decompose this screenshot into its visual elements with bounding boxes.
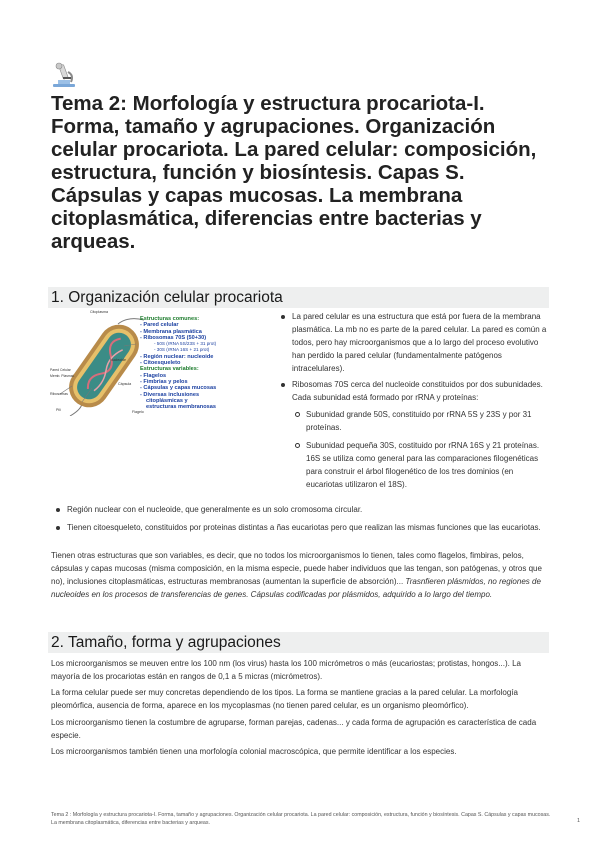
list-subitem: Subunidad grande 50S, constituido por rRNA 5S y 23S y por 31 proteínas.: [306, 408, 550, 434]
paragraph-text: Tienen otras estructuras que son variables, es decir, que no todos los microorganismos lo tienen, tales como flagelos, fimbiras, pelos, cápsulas y capas mucosas (misma composición, en la misma especie, puede haber individuos que las tengan, son patógenas, y otros que no), inclusiones citoplasmáticas, estructuras membranosas (aumentan la superficie de absorción)...: [51, 551, 542, 586]
figure-item: - Ribosomas 70S (50+30): [140, 334, 207, 341]
list-item-text: Ribosomas 70S cerca del nucleoide constituidos por dos subunidades. Cada subunidad está formado por rRNA y proteínas:: [292, 380, 543, 402]
variable-structures-paragraph: [51, 549, 549, 601]
prokaryote-cell-figure: [50, 310, 267, 416]
paragraph: Los microorganismos se meuven entre los 100 nm (los virus) hasta los 100 micrómetros o más (eucariostas; protistas, hongos...). La mayoría de los procariotas están en rangos de 0,1 a 5 micras (micrómetros).: [51, 659, 521, 681]
ribosome-notes: [292, 310, 550, 496]
list-item: Región nuclear con el nucleoide, que generalmente es un solo cromosoma circular.: [67, 503, 547, 516]
list-item: Tienen citoesqueleto, constituidos por proteinas distintas a ñas eucariotas pero que realizan las mismas funciones que las eucariotas.: [67, 521, 547, 534]
paragraph: Los microorganismos también tienen una morfología colonial macroscópica, que permite identificar a los especies.: [51, 747, 457, 756]
figure-item: - Cápsulas y capas mucosas: [140, 385, 217, 392]
figure-item: citoplásmicas y: [146, 397, 188, 404]
figure-label: Citoplasma: [90, 310, 108, 314]
list-item: [292, 378, 550, 491]
section-heading-organizacion: 1. Organización celular procariota: [48, 287, 549, 308]
microscope-icon: [49, 60, 79, 90]
figure-label: Nucleoide: [110, 358, 126, 362]
figure-item: estructuras membranosas: [146, 404, 216, 411]
figure-subitem: - 50S (rRNA 5S/23S + 31 prot): [154, 341, 217, 347]
structure-bullets: [67, 503, 547, 539]
figure-label: Cápsula: [118, 382, 132, 386]
figure-head-common: Estructuras comunes:: [140, 316, 200, 322]
figure-head-variable: Estructuras variables:: [140, 366, 199, 373]
figure-item: - Fimbrias y pelos: [140, 378, 188, 385]
section-heading-tamano: 2. Tamaño, forma y agrupaciones: [48, 632, 549, 653]
figure-item: - Diversas inclusiones: [140, 391, 200, 398]
bacterium-illustration: [52, 316, 152, 416]
figure-item: - Región nuclear: nucleoide: [140, 353, 214, 360]
figure-item: - Citoesqueleto: [140, 360, 181, 367]
figure-label: Pared Celular: [50, 368, 71, 372]
list-item: La pared celular es una estructura que está por fuera de la membrana plasmática. La mb no es parte de la pared celular. La pared es común a todos, pero hay microorganismos que a lo largo del proceso evolutivo han perdido la pared celular (fundamentalmente patógenos intracelulares).: [292, 310, 550, 375]
page-title: Tema 2: Morfología y estructura procariota-I. Forma, tamaño y agrupaciones. Organización celular procariota. La pared celular: composición, estructura, función y biosíntesis. Capas S. Cápsulas y capas mucosas. La membrana citoplasmática, diferencias entre bacterias y arqueas.: [51, 92, 537, 253]
figure-item: - Flagelos: [140, 372, 167, 379]
figure-label: Memb. Plasmat.: [50, 374, 75, 378]
figure-label: Pili: [56, 408, 61, 412]
list-subitem: Subunidad pequeña 30S, costituido por rRNA 16S y 21 proteínas. 16S se utiliza como general para las comparaciones filogenéticas para construir el árbol filogenético de los tres dominios (en eucariotas utilizaron el 18S).: [306, 439, 550, 491]
figure-legend: [140, 316, 270, 410]
page-footer: Tema 2 : Morfología y estructura procariota-I. Forma, tamaño y agrupaciones. Organización celular procariota. La pared celular: composición, estructura, función y biosíntesis. Capas S. Cápsulas y capas mucosas. La membrana citoplasmática, diferencias entre bacterias y arqueas.: [51, 812, 551, 827]
paragraph-italic: Trasnfieren plásmidos, no regiones de nucleoides en los procesos de transferencias de genes. Cápsulas codificadas por plásmidos, adquirido a lo largo del tiempo.: [51, 577, 541, 599]
paragraph: Los microorganismo tienen la costumbre de agruparse, forman parejas, cadenas... y cada forma de agrupación es característica de cada especie.: [51, 718, 537, 740]
paragraph: La forma celular puede ser muy concretas dependiendo de los tipos. La forma se mantiene gracias a la pared celular. La morfología pleomórfica, ausencia de forma, aparece en los mycoplasmas (no tienen pared celular, es un organismo pleomórfico).: [51, 688, 518, 710]
figure-item: - Pared celular: [140, 322, 179, 329]
figure-item: - Membrana plasmática: [140, 328, 202, 335]
figure-label: Ribosomas: [50, 392, 68, 396]
figure-subitem: - 30S (rRNA 16S + 21 prot): [154, 347, 210, 353]
figure-label: Flagelo: [132, 410, 144, 414]
page-number: 1: [577, 818, 581, 824]
